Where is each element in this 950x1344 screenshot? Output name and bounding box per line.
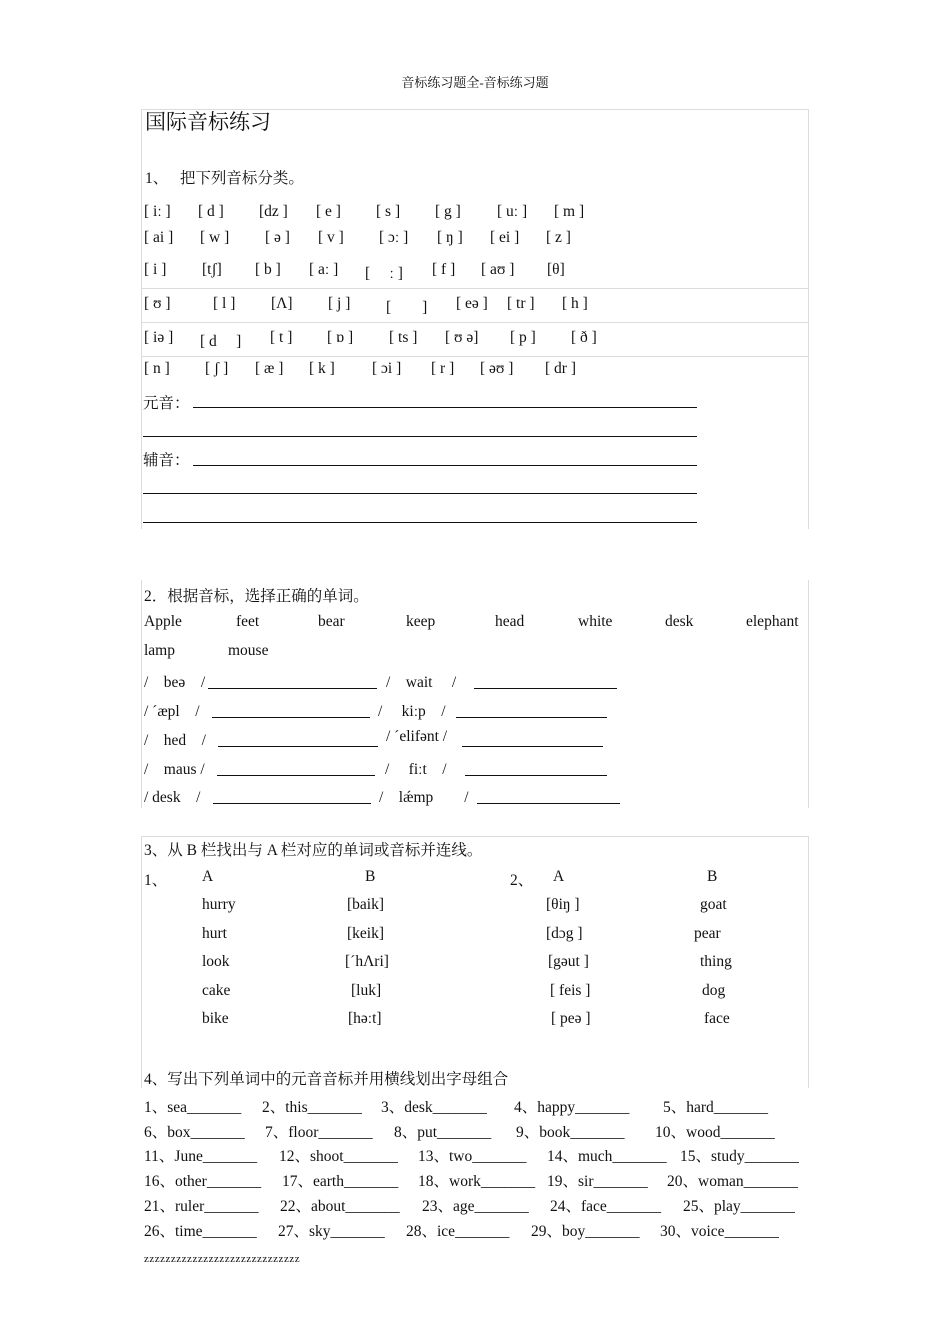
answer-blank[interactable] [217, 775, 375, 776]
exercise-item[interactable]: 15、study_______ [680, 1148, 799, 1165]
match-item-b[interactable]: pear [694, 925, 721, 942]
phonetic-symbol: [ ð ] [571, 329, 597, 346]
phonetic-item: / desk / [144, 789, 201, 806]
match-item-a[interactable]: hurry [202, 896, 236, 913]
match-item-a[interactable]: [dɔg ] [546, 925, 583, 942]
group2-number: 2、 [510, 872, 534, 889]
answer-blank[interactable] [212, 717, 370, 718]
phonetic-symbol: [ z ] [546, 229, 571, 246]
phonetic-symbol: [ i ] [144, 261, 167, 278]
frame-right [808, 836, 809, 1088]
word-option: white [578, 613, 613, 630]
phonetic-symbol: [ d ] [198, 203, 224, 220]
section3-title: 3、从 B 栏找出与 A 栏对应的单词或音标并连线。 [144, 842, 483, 859]
exercise-item[interactable]: 14、much_______ [547, 1148, 667, 1165]
group2-col-b-header: B [707, 868, 718, 885]
exercise-item[interactable]: 20、woman_______ [667, 1173, 798, 1190]
word-option: feet [236, 613, 260, 630]
phonetic-item: / kiːp / [378, 703, 446, 720]
phonetic-symbol: [dz ] [259, 203, 288, 220]
consonant-answer-line[interactable] [143, 522, 697, 523]
consonant-answer-line[interactable] [143, 493, 697, 494]
section1-title: 1、 把下列音标分类。 [145, 170, 304, 187]
match-item-a[interactable]: [gəut ] [548, 953, 589, 970]
word-option: Apple [144, 613, 182, 630]
answer-blank[interactable] [456, 717, 607, 718]
group1-col-a-header: A [202, 868, 214, 885]
match-item-a[interactable]: hurt [202, 925, 227, 942]
exercise-item[interactable]: 13、two_______ [418, 1148, 527, 1165]
exercise-item[interactable]: 4、happy_______ [514, 1099, 630, 1116]
exercise-item[interactable]: 5、hard_______ [663, 1099, 769, 1116]
phonetic-symbol: [ k ] [309, 360, 335, 377]
vowel-label: 元音： [143, 395, 190, 412]
word-option: lamp [144, 642, 175, 659]
exercise-item[interactable]: 17、earth_______ [282, 1173, 399, 1190]
page-header: 音标练习题全-音标练习题 [401, 75, 549, 90]
frame-left [141, 580, 142, 808]
answer-blank[interactable] [465, 775, 607, 776]
phonetic-symbol: [ ɔi ] [372, 360, 402, 377]
row-divider [141, 288, 809, 289]
phonetic-symbol: [ ɔː ] [379, 229, 409, 246]
phonetic-symbol: [ w ] [200, 229, 230, 246]
footer-text: zzzzzzzzzzzzzzzzzzzzzzzzzzzzz [144, 1253, 301, 1265]
exercise-item[interactable]: 6、box_______ [144, 1124, 245, 1141]
phonetic-symbol: [ g ] [435, 203, 461, 220]
phonetic-symbol: [ ŋ ] [437, 229, 463, 246]
word-option: desk [665, 613, 694, 630]
row-divider [141, 356, 809, 357]
phonetic-symbol: [ uː ] [497, 203, 528, 220]
frame-left [141, 836, 142, 1088]
match-item-a[interactable]: cake [202, 982, 231, 999]
phonetic-item: / fiːt / [385, 761, 447, 778]
phonetic-symbol: [ v ] [318, 229, 344, 246]
group1-number: 1、 [144, 872, 168, 889]
exercise-item[interactable]: 3、desk_______ [381, 1099, 487, 1116]
match-item-a[interactable]: look [202, 953, 230, 970]
match-item-b[interactable]: goat [700, 896, 727, 913]
phonetic-symbol: [ iə ] [144, 329, 174, 346]
phonetic-item: / maus / [144, 761, 205, 778]
exercise-item[interactable]: 27、sky_______ [278, 1223, 385, 1240]
answer-blank[interactable] [213, 803, 371, 804]
phonetic-item: / ˊelifənt / [386, 728, 448, 745]
exercise-item[interactable]: 11、June_______ [144, 1148, 258, 1165]
exercise-item[interactable]: 25、play_______ [683, 1198, 795, 1215]
phonetic-symbol: [ aʊ ] [481, 261, 515, 278]
answer-blank[interactable] [477, 803, 620, 804]
page-title: 国际音标练习 [145, 110, 271, 134]
phonetic-item: / ˊæpl / [144, 703, 200, 720]
match-item-a[interactable]: [ feis ] [550, 982, 591, 999]
exercise-item[interactable]: 1、sea_______ [144, 1099, 242, 1116]
exercise-item[interactable]: 7、floor_______ [265, 1124, 373, 1141]
phonetic-symbol: [ n ] [144, 360, 170, 377]
exercise-item[interactable]: 29、boy_______ [531, 1223, 640, 1240]
phonetic-symbol: [ əʊ ] [480, 360, 514, 377]
row-divider [141, 322, 809, 323]
vowel-answer-line[interactable] [193, 407, 697, 408]
phonetic-symbol: [ l ] [213, 295, 236, 312]
phonetic-symbol: [ s ] [376, 203, 401, 220]
match-item-b[interactable]: [luk] [351, 982, 382, 999]
answer-blank[interactable] [208, 688, 377, 689]
phonetic-symbol: [ ː ] [365, 265, 403, 282]
exercise-item[interactable]: 18、work_______ [418, 1173, 536, 1190]
phonetic-symbol: [ aː ] [309, 261, 339, 278]
word-option: head [495, 613, 525, 630]
vowel-answer-line[interactable] [143, 436, 697, 437]
phonetic-symbol: [ ei ] [490, 229, 520, 246]
phonetic-item: / beə / [144, 674, 206, 691]
answer-blank[interactable] [462, 746, 603, 747]
phonetic-item: / wait / [386, 674, 457, 691]
consonant-label: 辅音： [143, 452, 190, 469]
match-item-b[interactable]: face [704, 1010, 730, 1027]
frame-right [808, 109, 809, 529]
match-item-b[interactable]: [baik] [347, 896, 385, 913]
frame-top [141, 836, 809, 837]
phonetic-symbol: [θ] [547, 261, 565, 278]
group1-col-b-header: B [365, 868, 376, 885]
phonetic-symbol: [ f ] [432, 261, 456, 278]
match-item-b[interactable]: [həːt] [348, 1010, 382, 1027]
phonetic-symbol: [ æ ] [255, 360, 284, 377]
phonetic-symbol: [ b ] [255, 261, 281, 278]
exercise-item[interactable]: 10、wood_______ [655, 1124, 775, 1141]
phonetic-symbol: [ eə ] [456, 295, 488, 312]
exercise-item[interactable]: 8、put_______ [394, 1124, 492, 1141]
exercise-item[interactable]: 22、about_______ [280, 1198, 400, 1215]
phonetic-symbol: [ e ] [316, 203, 341, 220]
word-option: elephant [746, 613, 799, 630]
exercise-item[interactable]: 21、ruler_______ [144, 1198, 259, 1215]
phonetic-item: / lǽmp / [379, 789, 469, 806]
match-item-a[interactable]: [θiŋ ] [546, 896, 580, 913]
phonetic-symbol: [ j ] [328, 295, 351, 312]
exercise-item[interactable]: 2、this_______ [262, 1099, 362, 1116]
phonetic-symbol: [ t ] [270, 329, 293, 346]
match-item-b[interactable]: thing [700, 953, 732, 970]
phonetic-symbol: [ r ] [431, 360, 455, 377]
phonetic-symbol: [ ai ] [144, 229, 174, 246]
match-item-a[interactable]: bike [202, 1010, 229, 1027]
phonetic-symbol: [ ʊ ] [144, 295, 171, 312]
consonant-answer-line[interactable] [193, 465, 697, 466]
section4-title: 4、写出下列单词中的元音音标并用横线划出字母组合 [144, 1071, 509, 1088]
exercise-item[interactable]: 24、face_______ [550, 1198, 662, 1215]
exercise-item[interactable]: 23、age_______ [422, 1198, 529, 1215]
exercise-item[interactable]: 9、book_______ [516, 1124, 625, 1141]
exercise-item[interactable]: 16、other_______ [144, 1173, 262, 1190]
word-option: mouse [228, 642, 269, 659]
section2-title: 2．根据音标，选择正确的单词。 [144, 588, 369, 605]
word-option: bear [318, 613, 345, 630]
phonetic-symbol: [ ʊ ə] [445, 329, 479, 346]
phonetic-symbol: [ iː ] [144, 203, 171, 220]
exercise-item[interactable]: 26、time_______ [144, 1223, 257, 1240]
phonetic-symbol: [ ts ] [389, 329, 418, 346]
answer-blank[interactable] [474, 688, 617, 689]
exercise-item[interactable]: 30、voice_______ [660, 1223, 779, 1240]
frame-right [808, 580, 809, 808]
phonetic-symbol: [tʃ] [202, 261, 222, 278]
match-item-b[interactable]: dog [702, 982, 726, 999]
answer-blank[interactable] [218, 746, 378, 747]
phonetic-symbol: [ ] [386, 299, 428, 316]
exercise-item[interactable]: 12、shoot_______ [279, 1148, 398, 1165]
exercise-item[interactable]: 19、sir_______ [547, 1173, 648, 1190]
exercise-item[interactable]: 28、ice_______ [406, 1223, 510, 1240]
phonetic-symbol: [ ə ] [265, 229, 290, 246]
group2-col-a-header: A [553, 868, 565, 885]
word-option: keep [406, 613, 436, 630]
phonetic-symbol: [ m ] [554, 203, 585, 220]
frame-left [141, 109, 142, 529]
phonetic-symbol: [Λ] [271, 295, 293, 312]
phonetic-symbol: [ dr ] [545, 360, 576, 377]
phonetic-symbol: [ d ] [200, 333, 242, 350]
phonetic-symbol: [ ɒ ] [327, 329, 354, 346]
match-item-b[interactable]: [keik] [347, 925, 385, 942]
phonetic-symbol: [ p ] [510, 329, 536, 346]
match-item-a[interactable]: [ peə ] [551, 1010, 591, 1027]
phonetic-symbol: [ tr ] [507, 295, 535, 312]
phonetic-symbol: [ h ] [562, 295, 588, 312]
match-item-b[interactable]: [ˊhΛri] [345, 953, 389, 970]
phonetic-item: / hed / [144, 732, 206, 749]
phonetic-symbol: [ ʃ ] [205, 360, 229, 377]
